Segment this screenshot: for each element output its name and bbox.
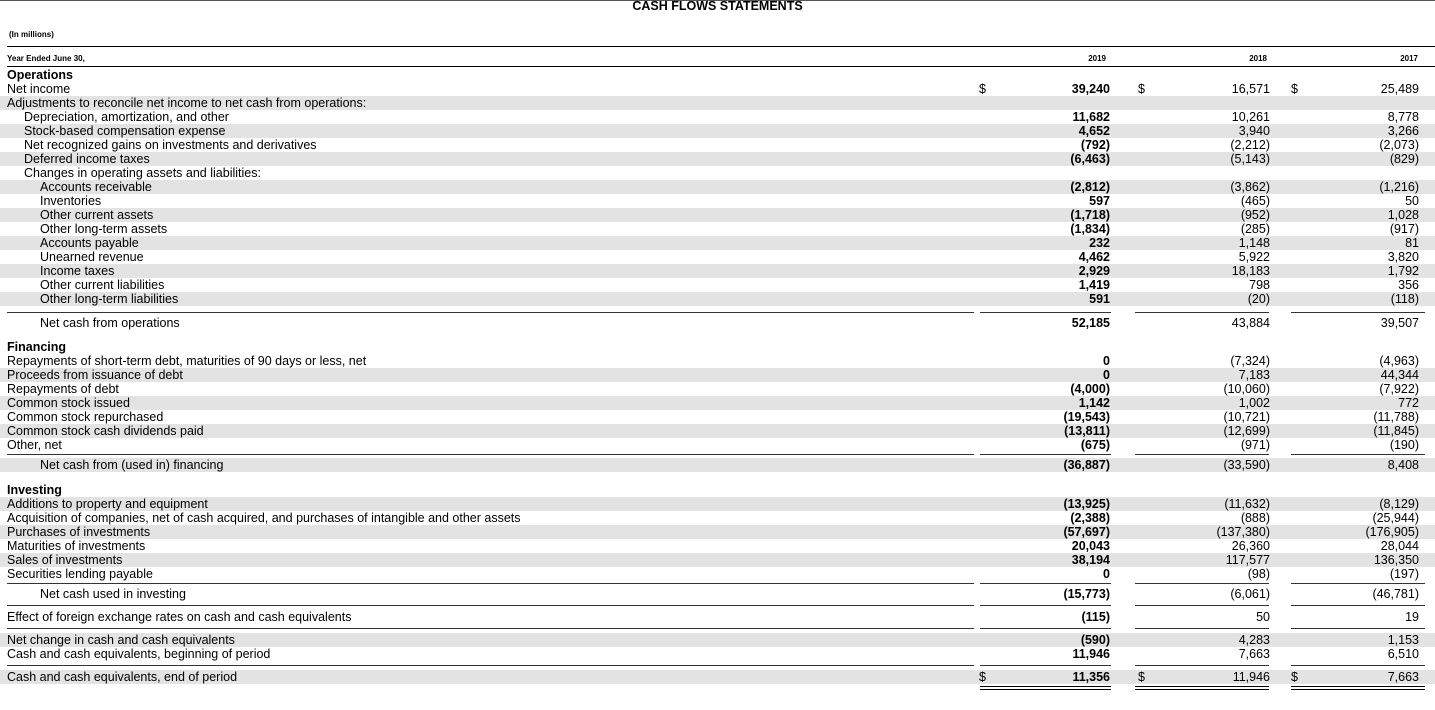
row-value-2017: (917) [1389,222,1419,236]
subtotal-rule [1291,628,1425,629]
table-row [0,222,1435,236]
row-value-2019: (13,811) [1064,424,1110,438]
subtotal-rule [1135,605,1269,606]
row-value-2017: (46,781) [1372,587,1419,601]
row-value-2017: (190) [1389,438,1419,452]
table-row [0,382,1435,396]
row-value-2017: 136,350 [1373,553,1419,567]
subtotal-rule [1135,454,1269,455]
row-label: Purchases of investments [7,525,151,539]
row-label: Acquisition of companies, net of cash acquired, and purchases of intangible and other assets [7,511,521,525]
table-row [0,96,1435,110]
unit-note: (In millions) [9,30,54,39]
row-value-2019: (6,463) [1070,152,1110,166]
row-value-2019: (4,000) [1070,382,1110,396]
row-value-2018: 1,002 [1238,396,1270,410]
row-value-2019: 232 [1089,236,1110,250]
row-value-2019: 0 [1103,368,1110,382]
section-header-investing [0,483,1435,497]
row-value-2018: (11,632) [1224,497,1270,511]
subtotal-rule [1291,665,1425,666]
row-value-2018: (952) [1240,208,1270,222]
row-value-2019: (1,834) [1070,222,1110,236]
row-value-2018: (3,862) [1230,180,1270,194]
row-value-2019: 597 [1089,194,1110,208]
currency-symbol: $ [1138,670,1145,684]
currency-symbol: $ [979,82,986,96]
row-value-2017: 25,489 [1380,82,1419,96]
row-value-2017: 50 [1405,194,1419,208]
row-value-2018: 18,183 [1231,264,1270,278]
total-row-investing [0,587,1435,601]
subtotal-rule [7,628,974,629]
row-label: Maturities of investments [7,539,146,553]
table-row [0,553,1435,567]
net-change-row [0,633,1435,647]
table-row [0,511,1435,525]
row-value-2019: 0 [1103,567,1110,581]
row-value-2018: 26,360 [1231,539,1270,553]
row-value-2017: 772 [1398,396,1419,410]
table-row [0,152,1435,166]
double-underline [1291,686,1425,687]
table-row [0,264,1435,278]
subtotal-rule [7,454,974,455]
subtotal-rule [7,605,974,606]
row-value-2018: (10,060) [1223,382,1270,396]
row-value-2018: (888) [1240,511,1270,525]
row-label: Unearned revenue [40,250,144,264]
row-value-2018: 50 [1256,610,1270,624]
row-value-2018: (5,143) [1230,152,1270,166]
double-underline [980,686,1111,687]
row-value-2017: 356 [1398,278,1419,292]
row-label: Net income [7,82,71,96]
row-value-2017: 81 [1405,236,1419,250]
row-label: Income taxes [40,264,115,278]
row-label: Cash and cash equivalents, end of period [7,670,238,684]
table-row [0,236,1435,250]
row-label: Accounts payable [40,236,139,250]
row-value-2017: 8,778 [1387,110,1419,124]
row-value-2018: (98) [1247,567,1270,581]
column-header-2018: 2018 [1249,54,1267,63]
subtotal-rule [1135,583,1269,584]
row-value-2018: 16,571 [1231,82,1270,96]
row-label: Net cash used in investing [40,587,186,601]
beginning-cash-row [0,647,1435,661]
table-row [0,396,1435,410]
row-label: Sales of investments [7,553,123,567]
row-value-2018: 43,884 [1231,316,1270,330]
row-value-2018: (2,212) [1230,138,1270,152]
double-underline [980,689,1111,690]
column-header-2017: 2017 [1400,54,1418,63]
row-value-2017: 19 [1405,610,1419,624]
row-value-2018: (12,699) [1223,424,1270,438]
table-row [0,539,1435,553]
table-row [0,110,1435,124]
row-value-2018: 1,148 [1238,236,1270,250]
row-value-2019: (792) [1080,138,1110,152]
row-value-2018: 5,922 [1238,250,1270,264]
row-value-2019: 2,929 [1078,264,1110,278]
row-value-2017: (4,963) [1379,354,1419,368]
subtotal-rule [1135,665,1269,666]
row-label: Other, net [7,438,62,452]
row-value-2018: 10,261 [1231,110,1270,124]
header-rule [7,46,1435,47]
double-underline [1135,689,1269,690]
row-label: Common stock repurchased [7,410,164,424]
row-value-2019: (13,925) [1063,497,1110,511]
row-label: Adjustments to reconcile net income to net cash from operations: [7,96,367,110]
row-value-2018: (6,061) [1230,587,1270,601]
currency-symbol: $ [979,670,986,684]
row-value-2017: 44,344 [1380,368,1419,382]
row-label: Common stock cash dividends paid [7,424,204,438]
row-value-2019: 0 [1103,354,1110,368]
row-label: Net cash from (used in) financing [40,458,224,472]
row-value-2017: (11,788) [1373,410,1419,424]
subtotal-rule [7,583,974,584]
row-label: Other current assets [40,208,154,222]
row-value-2019: (2,388) [1070,511,1110,525]
row-value-2018: 7,663 [1238,647,1270,661]
section-header: Operations [7,68,73,82]
row-value-2018: (10,721) [1223,410,1270,424]
row-value-2018: 3,940 [1238,124,1270,138]
row-value-2017: 1,028 [1387,208,1419,222]
subtotal-rule [1291,454,1425,455]
row-value-2018: (33,590) [1223,458,1270,472]
row-value-2017: 39,507 [1380,316,1419,330]
row-value-2017: (25,944) [1372,511,1419,525]
subtotal-rule [980,583,1111,584]
row-label: Changes in operating assets and liabilities: [24,166,261,180]
ending-cash-row [0,670,1435,684]
table-row [0,354,1435,368]
row-value-2019: (19,543) [1063,410,1110,424]
table-row [0,180,1435,194]
row-value-2018: (285) [1240,222,1270,236]
table-row [0,194,1435,208]
row-label: Accounts receivable [40,180,152,194]
row-label: Inventories [40,194,102,208]
row-label: Other current liabilities [40,278,165,292]
row-value-2017: 6,510 [1387,647,1419,661]
subtotal-rule [1291,583,1425,584]
table-row [0,124,1435,138]
subtotal-rule [980,605,1111,606]
row-label: Net recognized gains on investments and derivatives [24,138,317,152]
fx-effect-row [0,610,1435,624]
row-value-2019: (15,773) [1063,587,1110,601]
double-underline [1135,686,1269,687]
row-value-2018: 4,283 [1238,633,1270,647]
row-value-2017: (8,129) [1379,497,1419,511]
table-row [0,424,1435,438]
row-value-2019: 4,652 [1078,124,1110,138]
period-label: Year Ended June 30, [7,54,85,63]
row-value-2019: (675) [1080,438,1110,452]
row-label: Proceeds from issuance of debt [7,368,183,382]
row-label: Repayments of debt [7,382,119,396]
row-label: Other long-term liabilities [40,292,179,306]
row-value-2018: 11,946 [1232,670,1270,684]
subtotal-rule [980,312,1111,313]
row-value-2017: (11,845) [1373,424,1419,438]
table-row [0,138,1435,152]
row-value-2017: 1,153 [1387,633,1419,647]
section-header-operations [0,68,1435,82]
subtotal-rule [980,628,1111,629]
currency-symbol: $ [1138,82,1145,96]
row-value-2018: (971) [1240,438,1270,452]
row-value-2017: 3,266 [1387,124,1419,138]
row-value-2018: (20) [1247,292,1270,306]
row-value-2019: 20,043 [1071,539,1110,553]
row-value-2019: 11,946 [1072,647,1110,661]
subtotal-rule [1135,628,1269,629]
row-label: Additions to property and equipment [7,497,208,511]
row-value-2017: (118) [1390,292,1419,306]
row-label: Repayments of short-term debt, maturities of 90 days or less, net [7,354,367,368]
row-value-2019: 591 [1089,292,1110,306]
row-value-2017: (1,216) [1379,180,1419,194]
table-row [0,525,1435,539]
total-row-operations [0,316,1435,330]
row-label: Common stock issued [7,396,130,410]
table-row [0,250,1435,264]
table-row [0,497,1435,511]
row-value-2018: 7,183 [1238,368,1270,382]
currency-symbol: $ [1291,670,1298,684]
table-row [0,82,1435,96]
row-value-2018: (7,324) [1230,354,1270,368]
section-header-financing [0,340,1435,354]
row-label: Depreciation, amortization, and other [24,110,229,124]
row-label: Effect of foreign exchange rates on cash and cash equivalents [7,610,352,624]
row-label: Deferred income taxes [24,152,150,166]
row-value-2019: (2,812) [1070,180,1110,194]
subtotal-rule [980,454,1111,455]
row-label: Net cash from operations [40,316,180,330]
page-title: CASH FLOWS STATEMENTS [632,0,803,13]
row-value-2019: 38,194 [1071,553,1110,567]
table-row [0,438,1435,452]
row-value-2017: 8,408 [1387,458,1419,472]
row-value-2019: 1,142 [1078,396,1110,410]
row-value-2019: 11,356 [1072,670,1110,684]
table-row [0,278,1435,292]
row-value-2018: (137,380) [1216,525,1270,539]
subtotal-rule [7,665,974,666]
row-value-2017: (176,905) [1365,525,1419,539]
table-row [0,410,1435,424]
row-label: Stock-based compensation expense [24,124,226,138]
section-header: Financing [7,340,67,354]
table-row [0,368,1435,382]
row-value-2019: (115) [1081,610,1110,624]
row-label: Securities lending payable [7,567,153,581]
table-row [0,166,1435,180]
row-value-2017: (2,073) [1379,138,1419,152]
row-value-2019: 52,185 [1071,316,1110,330]
row-value-2017: 28,044 [1380,539,1419,553]
row-value-2017: 7,663 [1387,670,1419,684]
row-value-2018: 798 [1249,278,1270,292]
row-label: Net change in cash and cash equivalents [7,633,235,647]
row-value-2017: 1,792 [1387,264,1419,278]
table-row [0,292,1435,306]
subtotal-rule [1135,312,1269,313]
row-value-2017: (7,922) [1379,382,1419,396]
row-value-2018: 117,577 [1225,553,1270,567]
row-value-2019: 1,419 [1078,278,1110,292]
subtotal-rule [7,312,974,313]
total-row-financing [0,458,1435,472]
subtotal-rule [1291,312,1425,313]
row-value-2018: (465) [1240,194,1270,208]
row-value-2019: (1,718) [1070,208,1110,222]
row-value-2017: (829) [1389,152,1419,166]
row-value-2017: (197) [1389,567,1419,581]
row-label: Other long-term assets [40,222,168,236]
row-label: Cash and cash equivalents, beginning of period [7,647,271,661]
section-header: Investing [7,483,62,497]
row-value-2019: (590) [1080,633,1110,647]
row-value-2019: 11,682 [1072,110,1110,124]
row-value-2017: 3,820 [1387,250,1419,264]
table-row [0,567,1435,581]
row-value-2019: (57,697) [1063,525,1110,539]
currency-symbol: $ [1291,82,1298,96]
row-value-2019: 39,240 [1071,82,1110,96]
column-header-rule [7,66,1435,67]
subtotal-rule [1291,605,1425,606]
row-value-2019: (36,887) [1063,458,1110,472]
row-value-2019: 4,462 [1078,250,1110,264]
column-header-2019: 2019 [1088,54,1106,63]
table-row [0,208,1435,222]
subtotal-rule [980,665,1111,666]
double-underline [1291,689,1425,690]
